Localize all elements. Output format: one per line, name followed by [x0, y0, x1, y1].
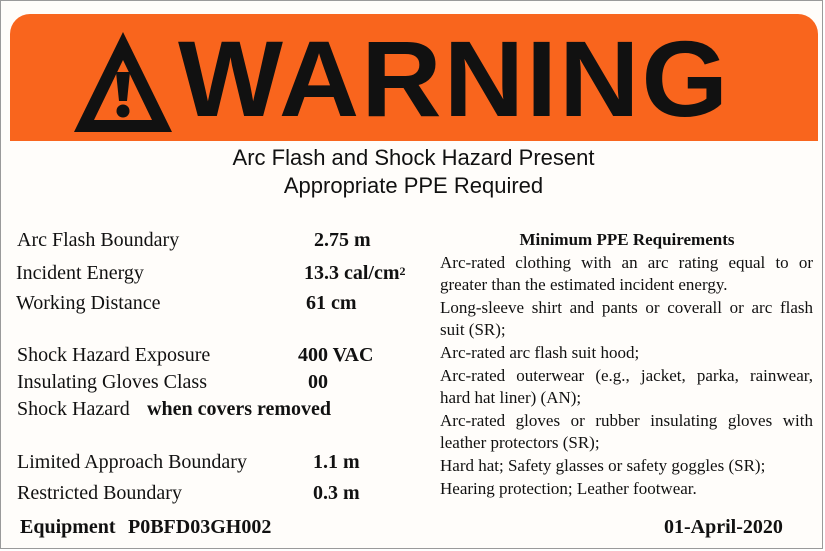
shock-hazard-label: Shock Hazard — [17, 398, 130, 420]
restricted-boundary-value: 0.3 m — [313, 482, 360, 504]
ppe-item: Arc-rated outerwear (e.g., jacket, parka, rainwear, hard hat liner) (AN); — [440, 366, 813, 407]
working-distance-value: 61 cm — [306, 292, 357, 314]
ppe-item: Hearing protection; Leather footwear. — [440, 479, 697, 498]
ppe-item: Arc-rated gloves or rubber insulating gloves with leather protectors (SR); — [440, 411, 813, 452]
insulating-gloves-class-label: Insulating Gloves Class — [17, 371, 207, 393]
insulating-gloves-class-value: 00 — [308, 371, 328, 393]
ppe-requirements-list — [440, 252, 813, 501]
ppe-item: Long-sleeve shirt and pants or coverall or arc flash suit (SR); — [440, 298, 813, 339]
shock-hazard-exposure-value: 400 VAC — [298, 344, 374, 366]
exclamation-triangle-icon — [72, 30, 174, 134]
label-date: 01-April-2020 — [664, 516, 783, 538]
limited-approach-boundary-value: 1.1 m — [313, 451, 360, 473]
ppe-headline: Appropriate PPE Required — [283, 173, 544, 198]
restricted-boundary-label: Restricted Boundary — [17, 482, 182, 504]
ppe-item: Arc-rated clothing with an arc rating equal to or greater than the estimated incident energy. — [440, 253, 813, 294]
working-distance-label: Working Distance — [16, 292, 161, 314]
ppe-requirements-title: Minimum PPE Requirements — [519, 230, 735, 249]
equipment-id: P0BFD03GH002 — [128, 516, 272, 538]
incident-energy-number: 13.3 cal/cm — [304, 262, 400, 284]
limited-approach-boundary-label: Limited Approach Boundary — [17, 451, 247, 473]
equipment-label: Equipment — [20, 516, 116, 538]
incident-energy-exponent: 2 — [399, 264, 406, 278]
incident-energy-value — [304, 261, 406, 285]
shock-hazard-exposure-label: Shock Hazard Exposure — [17, 344, 211, 366]
warning-banner — [10, 14, 818, 141]
incident-energy-label: Incident Energy — [16, 262, 144, 284]
signal-word: WARNING — [178, 18, 731, 139]
hazard-headline: Arc Flash and Shock Hazard Present — [232, 145, 595, 170]
shock-hazard-condition: when covers removed — [147, 398, 332, 420]
ppe-item: Arc-rated arc flash suit hood; — [440, 343, 640, 362]
arc-flash-boundary-value: 2.75 m — [314, 229, 371, 251]
ppe-item: Hard hat; Safety glasses or safety goggles (SR); — [440, 456, 766, 475]
arc-flash-boundary-label: Arc Flash Boundary — [17, 229, 180, 251]
